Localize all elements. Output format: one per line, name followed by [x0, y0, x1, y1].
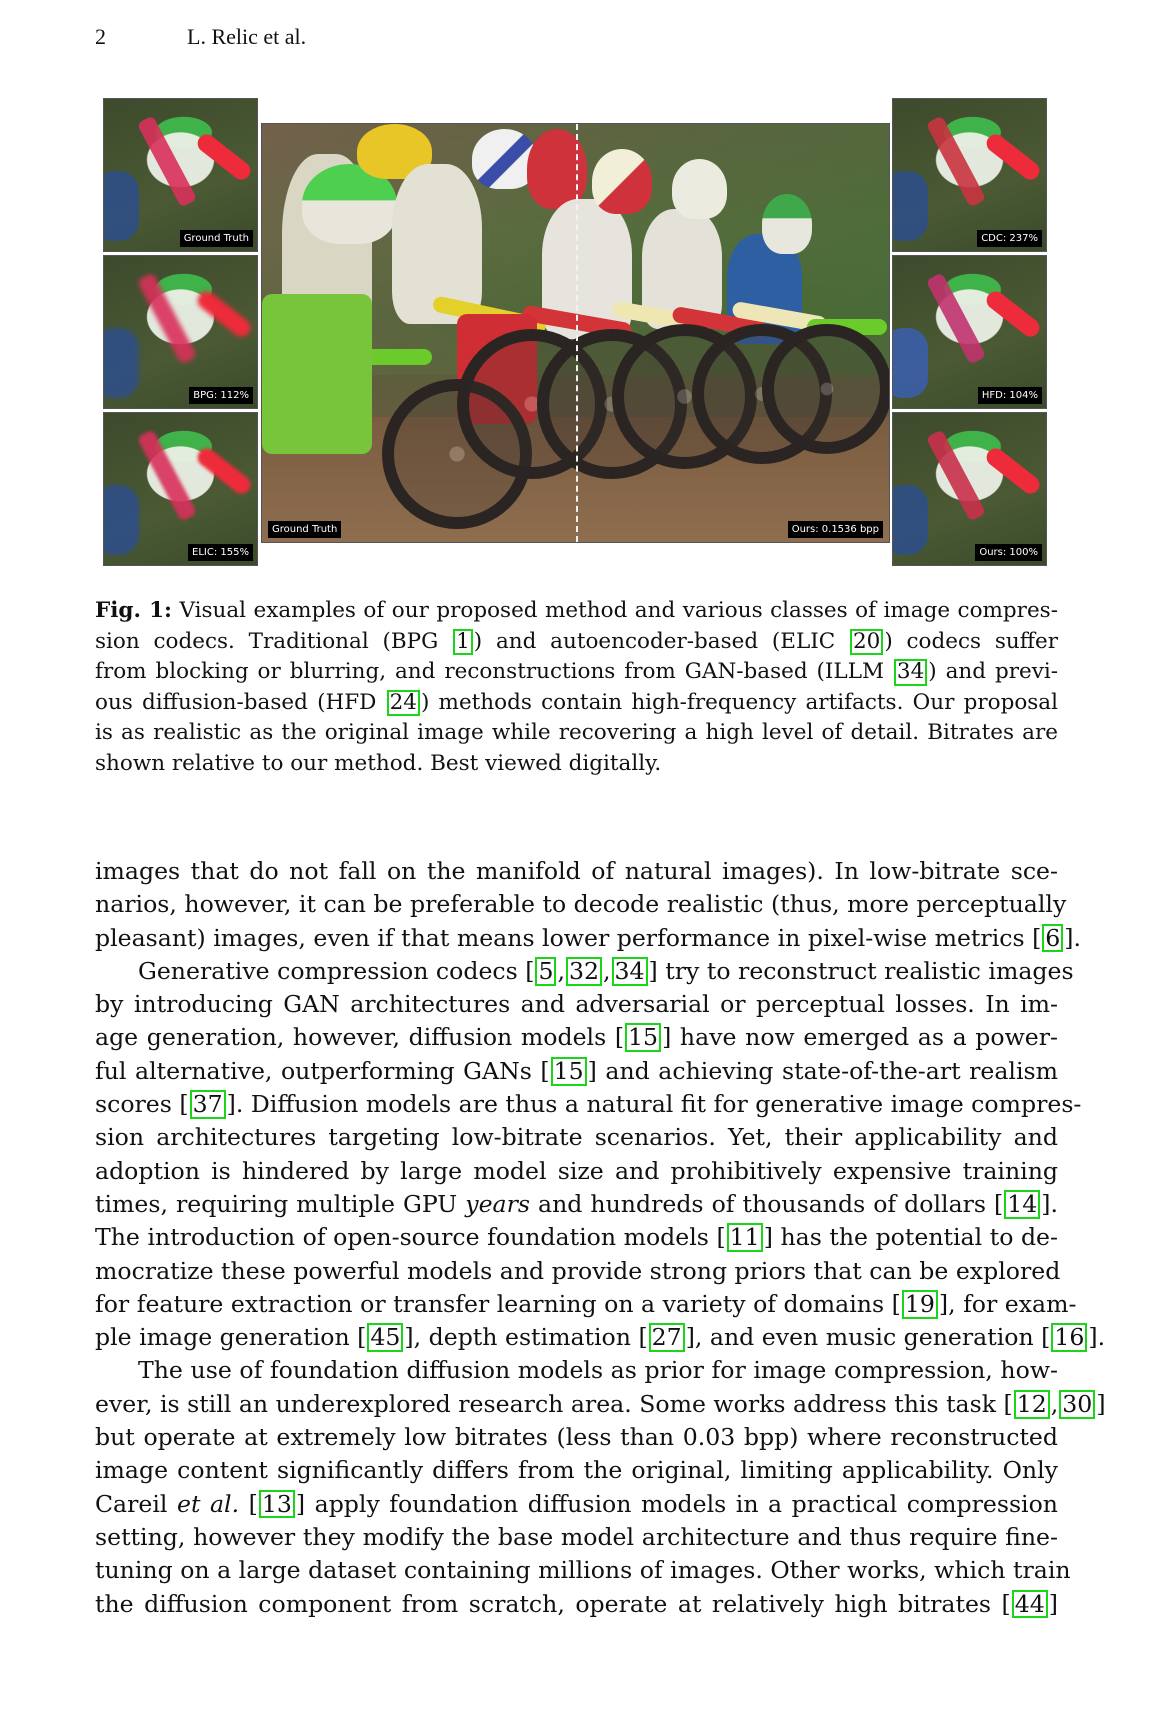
citation-link[interactable]: 37: [190, 1090, 226, 1119]
text-line: ever, is still an underexplored research area. Some works address this task [ 12 , 30 ]: [95, 1389, 1106, 1418]
blurred-content: [104, 413, 257, 565]
caption-line: Fig. 1: Visual examples of our proposed method and various classes of image compres-: [95, 598, 1058, 623]
citation-link[interactable]: 15: [551, 1057, 587, 1086]
paragraph: [95, 955, 1106, 1355]
helmet-green-red-graphic: [762, 194, 812, 254]
paragraph: [95, 1354, 1106, 1620]
page-number: 2: [95, 24, 106, 49]
text-line: The use of foundation diffusion models as prior for image compression, how-: [138, 1356, 1058, 1385]
text-line: age generation, however, diffusion models [ 15 ] have now emerged as a power-: [95, 1023, 1058, 1052]
text-line: narios, however, it can be preferable to decode realistic (thus, more perceptually: [95, 890, 1067, 919]
citation-link[interactable]: 24: [387, 690, 420, 717]
citation-link[interactable]: 45: [367, 1323, 403, 1352]
figure-label: Fig. 1:: [95, 598, 172, 623]
body-text: [95, 855, 1106, 1621]
main-image-motocross: [261, 123, 890, 543]
citation-link[interactable]: 32: [566, 957, 602, 986]
citation-link[interactable]: 11: [727, 1223, 763, 1252]
bike-body-green-graphic: [262, 294, 372, 454]
comparison-divider-line: [576, 124, 578, 542]
text-line: setting, however they modify the base model architecture and thus require fine-: [95, 1522, 1058, 1551]
citation-link[interactable]: 6: [1042, 924, 1063, 953]
thumb-label: Ours: 100%: [975, 544, 1042, 561]
citation-link[interactable]: 44: [1012, 1590, 1048, 1619]
citation-link[interactable]: 34: [612, 957, 648, 986]
citation-link[interactable]: 15: [625, 1023, 661, 1052]
wheel-graphic: [762, 324, 890, 454]
text-line: scores [ 37 ]. Diffusion models are thus a natural fit for generative image compres-: [95, 1090, 1082, 1119]
thumb-label: BPG: 112%: [189, 387, 253, 404]
helmet-strap-graphic: [136, 116, 196, 208]
italic-text: et al.: [176, 1489, 240, 1518]
citation-link[interactable]: 30: [1059, 1390, 1095, 1419]
thumb-hfd: [892, 255, 1047, 409]
thumb-label: HFD: 104%: [978, 387, 1042, 404]
helmet-white-graphic: [672, 159, 727, 219]
text-line: adoption is hindered by large model size and prohibitively expensive training: [95, 1156, 1058, 1185]
text-line: but operate at extremely low bitrates (less than 0.03 bpp) where reconstructed: [95, 1423, 1058, 1452]
helmet-white-red-graphic: [592, 149, 652, 214]
main-right-label: Ours: 0.1536 bpp: [788, 521, 883, 538]
text-line: Generative compression codecs [ 5 , 32 , 34 ] try to reconstruct realistic images: [138, 956, 1074, 985]
paragraph: [95, 855, 1082, 955]
text-line: for feature extraction or transfer learning on a variety of domains [ 19 ], for exam-: [95, 1289, 1077, 1318]
citation-link[interactable]: 19: [902, 1290, 938, 1319]
text-line: sion architectures targeting low-bitrate scenarios. Yet, their applicability and: [95, 1123, 1058, 1152]
caption-line: sion codecs. Traditional (BPG 1 ) and autoencoder-based (ELIC 20 ) codecs suffer: [95, 628, 1058, 654]
text-line: tuning on a large dataset containing millions of images. Other works, which train: [95, 1556, 1071, 1585]
helmet-visor-graphic: [194, 130, 254, 182]
text-line: the diffusion component from scratch, operate at relatively high bitrates [ 44 ]: [95, 1589, 1058, 1618]
text-line: ful alternative, outperforming GANs [ 15 ] and achieving state-of-the-art realism: [95, 1056, 1059, 1085]
text-line: image content significantly differs from the original, limiting applicability. Only: [95, 1456, 1058, 1485]
caption-line: from blocking or blurring, and reconstructions from GAN-based (ILLM 34 ) and previ-: [95, 659, 1058, 684]
text-line: The introduction of open-source foundation models [ 11 ] has the potential to de-: [95, 1223, 1058, 1252]
text-line: ple image generation [ 45 ], depth estimation [ 27 ], and even music generation [ 16 ].: [95, 1323, 1106, 1352]
thumb-label: CDC: 237%: [977, 230, 1042, 247]
citation-link[interactable]: 13: [259, 1490, 295, 1519]
main-left-label: Ground Truth: [268, 521, 341, 538]
caption-line: ous diffusion-based (HFD 24 ) methods contain high-frequency artifacts. Our proposal: [95, 689, 1058, 715]
citation-link[interactable]: 27: [649, 1323, 685, 1352]
helmet-red-graphic: [527, 129, 587, 209]
text-line: images that do not fall on the manifold of natural images). In low-bitrate sce-: [95, 857, 1058, 885]
text-line: pleasant) images, even if that means lower performance in pixel-wise metrics [ 6 ].: [95, 923, 1082, 952]
caption-line: shown relative to our method. Best viewed digitally.: [95, 750, 662, 776]
thumb-label: Ground Truth: [180, 230, 253, 247]
citation-link[interactable]: 20: [850, 629, 883, 656]
citation-link[interactable]: 1: [453, 629, 473, 656]
citation-link[interactable]: 14: [1004, 1190, 1040, 1219]
text-line: Careil et al. [ 13 ] apply foundation diffusion models in a practical compression: [95, 1489, 1059, 1518]
running-title: L. Relic et al.: [187, 24, 307, 49]
thumb-ours: [892, 412, 1047, 566]
citation-link[interactable]: 34: [894, 659, 927, 686]
citation-link[interactable]: 5: [535, 957, 556, 986]
rider-shoulder-graphic: [103, 171, 139, 241]
text-line: times, requiring multiple GPU years and hundreds of thousands of dollars [ 14 ].: [95, 1189, 1059, 1218]
citation-link[interactable]: 12: [1014, 1390, 1050, 1419]
text-line: by introducing GAN architectures and adversarial or perceptual losses. In im-: [95, 990, 1058, 1019]
thumb-elic: [103, 412, 258, 566]
citation-link[interactable]: 16: [1051, 1323, 1087, 1352]
thumb-cdc: [892, 98, 1047, 252]
thumb-label: ELIC: 155%: [188, 544, 253, 561]
caption-line: is as realistic as the original image while recovering a high level of detail. Bitrates are: [95, 720, 1058, 745]
italic-text: years: [465, 1189, 530, 1218]
text-line: mocratize these powerful models and provide strong priors that can be explored: [95, 1256, 1061, 1285]
figure-caption: [95, 596, 1058, 779]
thumb-bpg: [103, 255, 258, 409]
thumb-ground-truth: [103, 98, 258, 252]
blurred-content: [104, 256, 257, 408]
